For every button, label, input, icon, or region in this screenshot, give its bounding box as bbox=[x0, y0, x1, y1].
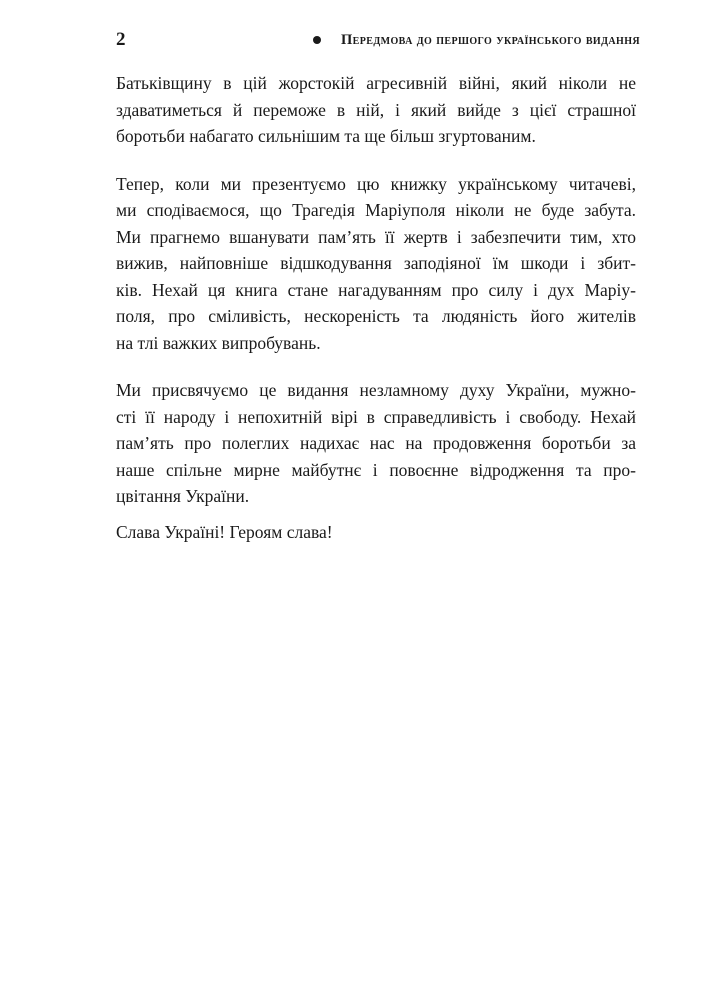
text-line: ми сподіваємося, що Трагедія Маріуполя ніколи не буде забута. bbox=[116, 200, 636, 220]
body-text bbox=[116, 70, 636, 531]
text-line: вижив, найповніше відшкодування заподіяної їм шкоди і збит- bbox=[116, 253, 636, 273]
text-line: поля, про сміливість, нескореність та людяність його жителів bbox=[116, 306, 636, 326]
text-line: Ми присвячуємо це видання незламному духу України, мужно- bbox=[116, 380, 636, 400]
closing-salute: Слава Україні! Героям слава! bbox=[116, 522, 333, 542]
paragraph-1 bbox=[116, 70, 636, 150]
text-line: сті її народу і непохитній вірі в справедливість і свободу. Нехай bbox=[116, 406, 636, 427]
page-number: 2 bbox=[116, 29, 126, 50]
running-head-group bbox=[313, 32, 640, 49]
paragraph-3 bbox=[116, 377, 636, 510]
text-line: здаватиметься й переможе в ній, і який вийде з цієї страшної bbox=[116, 99, 636, 120]
text-line: пам’ять про полеглих надихає нас на продовження боротьби за bbox=[116, 433, 636, 453]
paragraph-2 bbox=[116, 171, 636, 357]
bullet-icon bbox=[313, 36, 321, 44]
text-line: цвітання України. bbox=[116, 486, 250, 506]
text-line: Тепер, коли ми презентуємо цю книжку українському читачеві, bbox=[116, 173, 636, 194]
text-line: Ми прагнемо вшанувати пам’ять її жертв і забезпечити тим, хто bbox=[116, 226, 636, 247]
text-line: Батьківщину в цій жорстокій агресивній війні, який ніколи не bbox=[116, 73, 636, 93]
text-line: наше спільне мирне майбутнє і повоєнне відродження та про- bbox=[116, 459, 636, 480]
text-line: на тлі важких випробувань. bbox=[116, 332, 321, 353]
text-line: боротьби набагато сильнішим та ще більш згуртованим. bbox=[116, 126, 536, 146]
running-head: Передмова до першого українського видання bbox=[341, 31, 640, 48]
page-header bbox=[116, 28, 640, 52]
text-line: ків. Нехай ця книга стане нагадуванням про силу і дух Маріу- bbox=[116, 279, 636, 300]
